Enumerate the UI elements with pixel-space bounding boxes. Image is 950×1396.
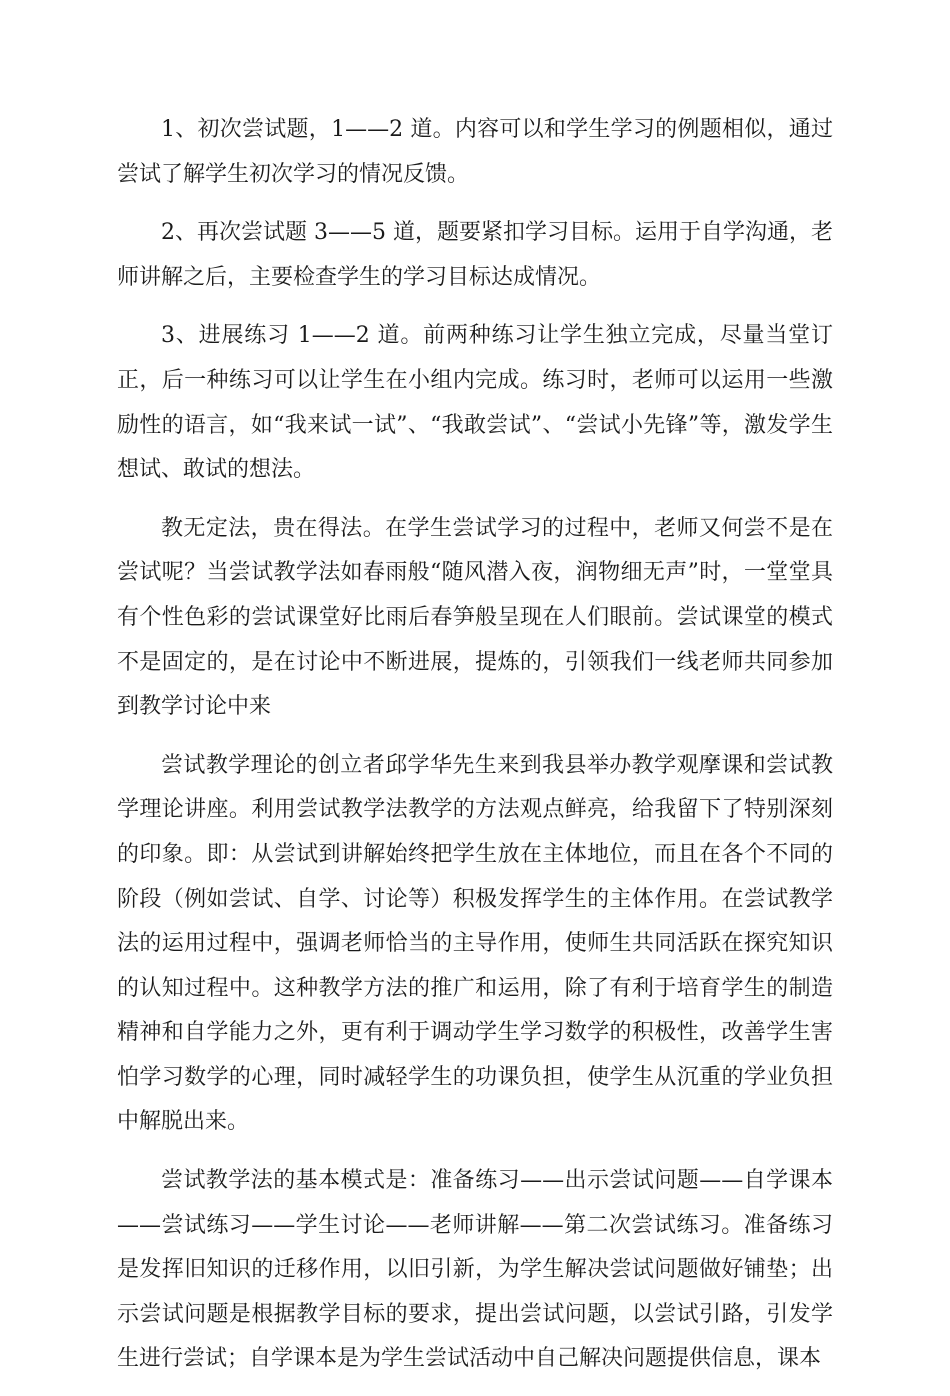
paragraph-practice-1: 1、初次尝试题，1——2 道。内容可以和学生学习的例题相似，通过尝试了解学生初次学习的情况反馈。	[117, 117, 833, 187]
paragraph-practice-2: 2、再次尝试题 3——5 道，题要紧扣学习目标。运用于自学沟通，老师讲解之后，主要检查学生的学习目标达成情况。	[117, 220, 833, 290]
paragraph-practice-3: 3、进展练习 1——2 道。前两种练习让学生独立完成，尽量当堂订正，后一种练习可以让学生在小组内完成。练习时，老师可以运用一些激励性的语言，如“我来试一试”、“我敢尝试”、“尝试小先锋”等，激发学生想试、敢试的想法。	[117, 323, 833, 483]
paragraph-theory-founder: 尝试教学理论的创立者邱学华先生来到我县举办教学观摩课和尝试教学理论讲座。利用尝试教学法教学的方法观点鲜亮，给我留下了特别深刻的印象。即：从尝试到讲解始终把学生放在主体地位，而且在各个不同的阶段（例如尝试、自学、讨论等）积极发挥学生的主体作用。在尝试教学法的运用过程中，强调老师恰当的主导作用，使师生共同活跃在探究知识的认知过程中。这种教学方法的推广和运用，除了有利于培育学生的制造精神和自学能力之外，更有利于调动学生学习数学的积极性，改善学生害怕学习数学的心理，同时减轻学生的功课负担，使学生从沉重的学业负担中解脱出来。	[117, 752, 833, 1135]
paragraph-basic-model: 尝试教学法的基本模式是：准备练习——出示尝试问题——自学课本——尝试练习——学生讨论——老师讲解——第二次尝试练习。准备练习是发挥旧知识的迁移作用，以旧引新，为学生解决尝试问题做好铺垫；出示尝试问题是根据教学目标的要求，提出尝试问题，以尝试引路，引发学生进行尝试；自学课本是为学生尝试活动中自己解决问题提供信息，课本	[117, 1168, 833, 1372]
document-body	[117, 108, 833, 1396]
paragraph-teaching-method: 教无定法，贵在得法。在学生尝试学习的过程中，老师又何尝不是在尝试呢？当尝试教学法如春雨般“随风潜入夜，润物细无声”时，一堂堂具有个性色彩的尝试课堂好比雨后春笋般呈现在人们眼前。尝试课堂的模式不是固定的，是在讨论中不断进展，提炼的，引领我们一线老师共同参加到教学讨论中来	[117, 515, 833, 720]
